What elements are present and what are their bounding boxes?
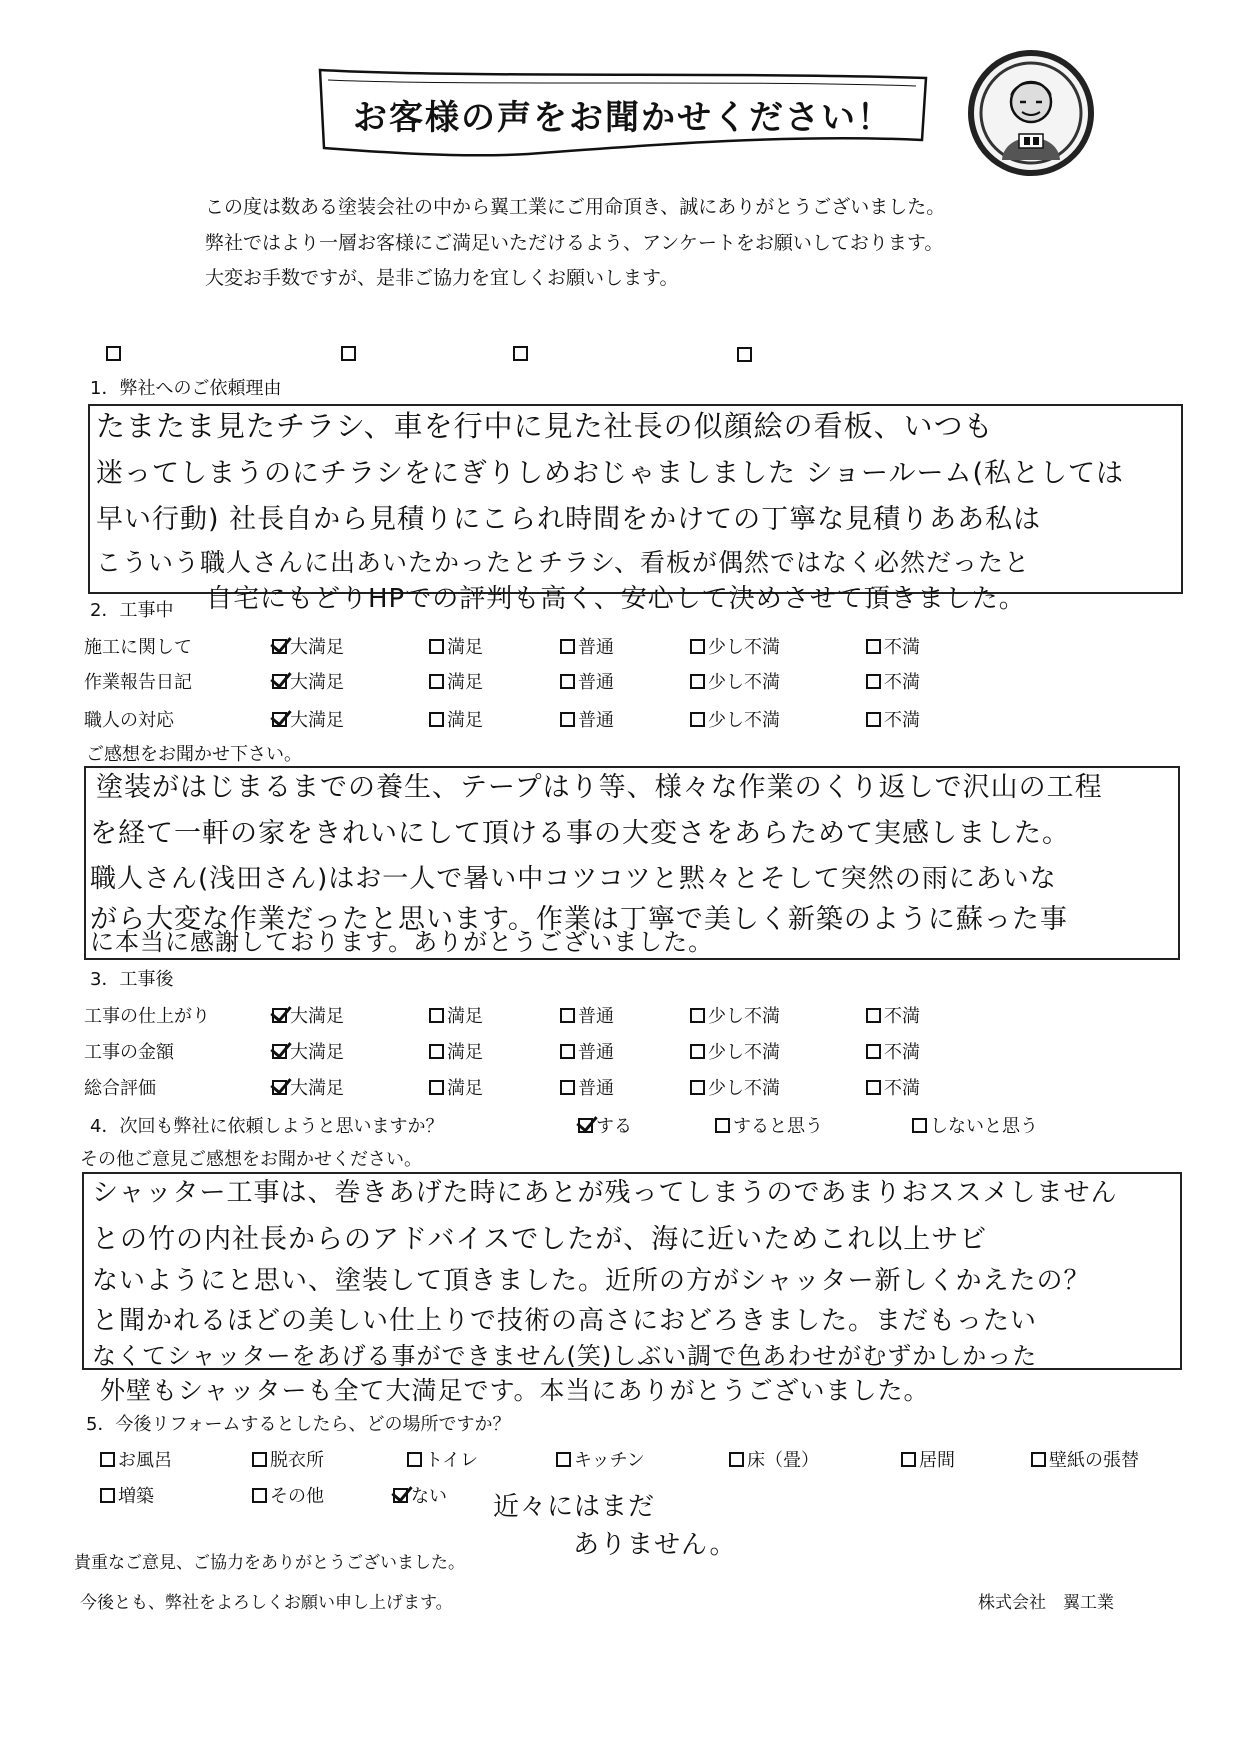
checkbox[interactable] (556, 1452, 571, 1467)
rating-option-label: 少し不満 (708, 710, 780, 731)
checkbox[interactable] (429, 1008, 444, 1023)
q5-note-line: ありません。 (573, 1530, 737, 1560)
checkbox[interactable] (690, 639, 705, 654)
checkbox[interactable] (252, 1452, 267, 1467)
checkbox[interactable] (252, 1488, 267, 1503)
checkbox[interactable] (690, 1008, 705, 1023)
q5-option-label: キッチン (574, 1450, 645, 1471)
rating-option[interactable] (560, 1002, 614, 1028)
other-answer-line: との竹の内社長からのアドバイスでしたが、海に近いためこれ以上サビ (92, 1224, 988, 1255)
checkbox[interactable] (901, 1452, 916, 1467)
q5-option-label: トイレ (425, 1450, 479, 1471)
checkbox[interactable] (690, 712, 705, 727)
rating-option-label: 普通 (578, 672, 614, 693)
rating-option[interactable] (429, 1038, 483, 1064)
checkbox[interactable] (560, 712, 575, 727)
rating-option[interactable] (272, 1074, 344, 1100)
rating-option-label: 満足 (447, 1042, 483, 1063)
q2-comment-line: 職人さん(浅田さん)はお一人で暑い中コツコツと黙々とそして突然の雨にあいな (90, 864, 1057, 894)
q5-note-line: 近々にはまだ (493, 1492, 656, 1522)
checkbox[interactable] (272, 674, 287, 689)
checkbox[interactable] (393, 1488, 408, 1503)
rating-row-label: 施工に関して (84, 637, 192, 658)
q5-option[interactable] (407, 1446, 478, 1472)
rating-option-label: 不満 (884, 1006, 920, 1027)
rating-option-label: 満足 (447, 710, 483, 731)
q5-option[interactable] (100, 1482, 154, 1508)
q2-comment-line: に本当に感謝しております。ありがとうございました。 (90, 928, 714, 956)
checkbox[interactable] (866, 639, 881, 654)
q1-answer-line: 自宅にもどりHPでの評判も高く、安心して決めさせて頂きました。 (206, 584, 1026, 614)
checkbox[interactable] (100, 1488, 115, 1503)
checkbox[interactable] (429, 1044, 444, 1059)
q4-option-label: しないと思う (930, 1116, 1038, 1137)
rating-option[interactable] (866, 633, 920, 659)
checkbox[interactable] (690, 1080, 705, 1095)
rating-option[interactable] (272, 633, 344, 659)
rating-option[interactable] (866, 1038, 920, 1064)
rating-option[interactable] (560, 668, 614, 694)
checkbox[interactable] (866, 674, 881, 689)
intro-line-3: 大変お手数ですが、是非ご協力を宜しくお願いします。 (205, 267, 679, 289)
q5-option-label: 壁紙の張替 (1049, 1450, 1139, 1471)
rating-option[interactable] (690, 1038, 780, 1064)
rating-row-label: 総合評価 (84, 1078, 156, 1099)
other-answer-line: 外壁もシャッターも全て大満足です。本当にありがとうございました。 (100, 1376, 930, 1405)
checkbox[interactable] (866, 1080, 881, 1095)
rating-option-label: 大満足 (290, 1042, 344, 1063)
rating-option-label: 大満足 (290, 637, 344, 658)
rating-option-label: 大満足 (290, 672, 344, 693)
checkbox[interactable] (690, 674, 705, 689)
checkbox[interactable] (272, 712, 287, 727)
intro-line-1: この度は数ある塗装会社の中から翼工業にご用命頂き、誠にありがとうございました。 (205, 196, 946, 218)
rating-option-label: 少し不満 (708, 637, 780, 658)
q1-answer-line: 早い行動) 社長自から見積りにこられ時間をかけての丁寧な見積りああ私は (96, 504, 1042, 535)
rating-option-label: 少し不満 (708, 1006, 780, 1027)
q5-option-label: 居間 (919, 1450, 955, 1471)
rating-option[interactable] (560, 1074, 614, 1100)
q2-comment-line: 塗装がはじまるまでの養生、テープはり等、様々な作業のくり返しで沢山の工程 (96, 772, 1103, 803)
checkbox[interactable] (560, 1044, 575, 1059)
q5-option-label: 脱衣所 (270, 1450, 324, 1471)
rating-option[interactable] (272, 1038, 344, 1064)
q5-option[interactable] (901, 1446, 955, 1472)
q1-answer-line: こういう職人さんに出あいたかったとチラシ、看板が偶然ではなく必然だったと (96, 548, 1031, 577)
checkbox[interactable] (578, 1118, 593, 1133)
rating-option[interactable] (866, 668, 920, 694)
rating-option[interactable] (690, 668, 780, 694)
checkbox[interactable] (560, 1008, 575, 1023)
rating-option[interactable] (272, 1002, 344, 1028)
rating-option[interactable] (690, 1074, 780, 1100)
q5-title: 5．今後リフォームするとしたら、どの場所ですか？ (86, 1414, 511, 1435)
q5-option-label: ない (411, 1486, 447, 1507)
rating-option-label: 満足 (447, 672, 483, 693)
q4-option[interactable] (912, 1112, 1038, 1138)
rating-option[interactable] (560, 1038, 614, 1064)
q5-option[interactable] (729, 1446, 819, 1472)
checkbox[interactable] (560, 1080, 575, 1095)
other-answer-line: なくてシャッターをあげる事ができません(笑)しぶい調で色あわせがむずかしかった (92, 1342, 1038, 1370)
checkbox[interactable] (866, 712, 881, 727)
rating-option[interactable] (690, 706, 780, 732)
q1-title: 1．弊社へのご依頼理由 (90, 378, 282, 399)
checkbox[interactable] (560, 674, 575, 689)
rating-row-label: 職人の対応 (84, 710, 174, 731)
q2-comment-line: を経て一軒の家をきれいにして頂ける事の大変さをあらためて実感しました。 (90, 818, 1070, 849)
q2-comment-title: ご感想をお聞かせ下さい。 (86, 744, 302, 765)
checkbox[interactable] (729, 1452, 744, 1467)
checkbox[interactable] (690, 1044, 705, 1059)
checkbox[interactable] (429, 639, 444, 654)
rating-option[interactable] (866, 1074, 920, 1100)
q1-answer-line: 迷ってしまうのにチラシをにぎりしめおじゃましました ショールーム(私としては (96, 458, 1125, 489)
rating-option-label: 普通 (578, 637, 614, 658)
rating-option-label: 少し不満 (708, 1078, 780, 1099)
rating-row-label: 工事の仕上がり (84, 1006, 210, 1027)
other-answer-line: と聞かれるほどの美しい仕上りで技術の高さにおどろきました。まだもったい (92, 1306, 1038, 1336)
rating-row-label: 作業報告日記 (84, 672, 192, 693)
rating-option-label: 少し不満 (708, 672, 780, 693)
rating-option-label: 大満足 (290, 710, 344, 731)
checkbox[interactable] (272, 639, 287, 654)
rating-row-label: 工事の金額 (84, 1042, 174, 1063)
checkbox[interactable] (429, 1080, 444, 1095)
q2-title: 2．工事中 (90, 600, 174, 621)
footer-regards: 今後とも、弊社をよろしくお願い申し上げます。 (80, 1593, 453, 1613)
rating-option[interactable] (429, 633, 483, 659)
q3-title: 3．工事後 (90, 969, 174, 990)
rating-option-label: 不満 (884, 672, 920, 693)
checkbox[interactable] (272, 1008, 287, 1023)
q4-option-label: すると思う (733, 1116, 823, 1137)
checkbox[interactable] (912, 1118, 927, 1133)
rating-option[interactable] (690, 633, 780, 659)
q5-option[interactable] (252, 1446, 324, 1472)
q4-title: 4．次回も弊社に依頼しようと思いますか？ (90, 1116, 444, 1137)
rating-option[interactable] (272, 706, 344, 732)
rating-option[interactable] (429, 706, 483, 732)
rating-option-label: 大満足 (290, 1078, 344, 1099)
rating-option-label: 不満 (884, 710, 920, 731)
q4-option[interactable] (715, 1112, 823, 1138)
checkbox[interactable] (560, 639, 575, 654)
q5-option[interactable] (252, 1482, 324, 1508)
rating-option[interactable] (429, 1002, 483, 1028)
rating-option-label: 少し不満 (708, 1042, 780, 1063)
q5-option[interactable] (556, 1446, 645, 1472)
rating-option[interactable] (429, 668, 483, 694)
checkbox[interactable] (272, 1044, 287, 1059)
intro-line-2: 弊社ではより一層お客様にご満足いただけるよう、アンケートをお願いしております。 (205, 232, 944, 254)
q5-option[interactable] (393, 1482, 447, 1508)
checkbox[interactable] (1031, 1452, 1046, 1467)
checkbox[interactable] (429, 712, 444, 727)
rating-option[interactable] (429, 1074, 483, 1100)
q1-answer-line: たまたま見たチラシ、車を行中に見た社長の似顔絵の看板、いつも (96, 409, 994, 443)
q5-option-label: その他 (270, 1486, 324, 1507)
rating-option-label: 不満 (884, 637, 920, 658)
rating-option-label: 満足 (447, 1006, 483, 1027)
checkbox[interactable] (866, 1044, 881, 1059)
q4-option[interactable] (578, 1112, 632, 1138)
rating-option-label: 普通 (578, 1042, 614, 1063)
rating-option-label: 満足 (447, 637, 483, 658)
checkbox[interactable] (407, 1452, 422, 1467)
rating-option-label: 不満 (884, 1042, 920, 1063)
checkbox[interactable] (106, 346, 121, 361)
other-answer-line: ないようにと思い、塗装して頂きました。近所の方がシャッター新しくかえたの？ (92, 1266, 1091, 1296)
title-banner (318, 68, 928, 160)
q4-option-label: する (596, 1116, 632, 1137)
q5-option[interactable] (1031, 1446, 1139, 1472)
rating-option-label: 普通 (578, 1078, 614, 1099)
checkbox[interactable] (715, 1118, 730, 1133)
checkbox[interactable] (429, 674, 444, 689)
rating-option-label: 不満 (884, 1078, 920, 1099)
page-title: お客様の声をお聞かせください！ (353, 98, 893, 138)
rating-option-label: 普通 (578, 710, 614, 731)
checkbox[interactable] (272, 1080, 287, 1095)
rating-option-label: 大満足 (290, 1006, 344, 1027)
checkbox[interactable] (513, 346, 528, 361)
checkbox[interactable] (866, 1008, 881, 1023)
other-answer-line: シャッター工事は、巻きあげた時にあとが残ってしまうのであまりおススメしません (92, 1178, 1118, 1208)
rating-option[interactable] (866, 706, 920, 732)
rating-option[interactable] (560, 706, 614, 732)
q2-comment-line: がら大変な作業だったと思います。作業は丁寧で美しく新築のように蘇った事 (90, 904, 1068, 935)
rating-option-label: 普通 (578, 1006, 614, 1027)
q5-option-label: 増築 (118, 1486, 154, 1507)
rating-option[interactable] (272, 668, 344, 694)
other-title: その他ご意見ご感想をお聞かせください。 (80, 1149, 422, 1170)
rating-option[interactable] (690, 1002, 780, 1028)
q5-option-label: お風呂 (118, 1450, 172, 1471)
rating-option[interactable] (560, 633, 614, 659)
q5-option-label: 床（畳） (747, 1450, 819, 1471)
rating-option-label: 満足 (447, 1078, 483, 1099)
rating-option[interactable] (866, 1002, 920, 1028)
checkbox[interactable] (737, 347, 752, 362)
checkbox[interactable] (100, 1452, 115, 1467)
checkbox[interactable] (341, 346, 356, 361)
footer-thanks: 貴重なご意見、ご協力をありがとうございました。 (74, 1553, 465, 1573)
q5-option[interactable] (100, 1446, 172, 1472)
company-name: 株式会社 翼工業 (978, 1593, 1114, 1613)
company-seal-portrait (968, 50, 1094, 176)
